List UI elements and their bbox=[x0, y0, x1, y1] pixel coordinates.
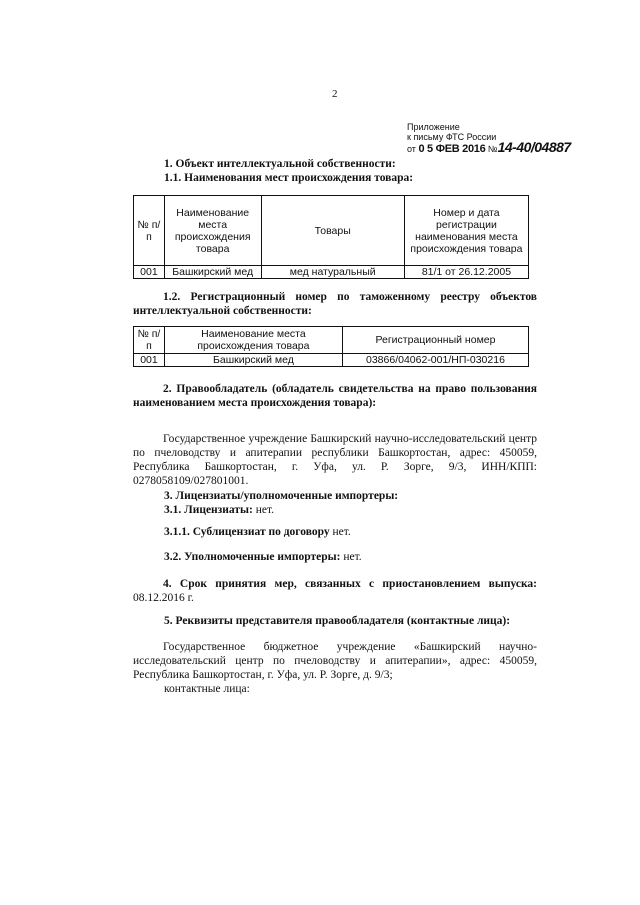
table-places-of-origin bbox=[133, 195, 529, 279]
section3-2 bbox=[164, 550, 362, 564]
col-header-number: № п/п bbox=[134, 196, 165, 266]
section4-label: 4. Срок принятия мер, связанных с приостановлением выпуска: bbox=[163, 578, 537, 590]
page-number: 2 bbox=[332, 88, 338, 100]
cell-number: 001 bbox=[134, 354, 165, 367]
section2-heading: 2. Правообладатель (обладатель свидетельства на право пользования наименованием места происхождения товара): bbox=[133, 383, 537, 409]
table-row bbox=[134, 354, 529, 367]
cell-place-name: Башкирский мед bbox=[164, 266, 261, 279]
col-header-place-name: Наименование места происхождения товара bbox=[164, 327, 342, 354]
section5-contacts: контактные лица: bbox=[164, 683, 250, 695]
section5-text: Государственное бюджетное учреждение «Башкирский научно-исследовательский центр по пчеловодству и апитерапии», адрес: 450059, Республика Башкортостан, г. Уфа, ул. Р. Зорге, д. 9/3; bbox=[133, 641, 537, 681]
section3-1 bbox=[164, 503, 274, 517]
col-header-place-name: Наименование места происхождения товара bbox=[164, 196, 261, 266]
cell-registration: 81/1 от 26.12.2005 bbox=[404, 266, 528, 279]
section1-2-heading bbox=[133, 290, 537, 318]
col-header-goods: Товары bbox=[261, 196, 404, 266]
table-customs-register bbox=[133, 326, 529, 367]
table-header-row bbox=[134, 327, 529, 354]
section3-2-value: нет. bbox=[340, 551, 362, 563]
appendix-line2: к письму ФТС России bbox=[407, 132, 497, 142]
section3-1-label: 3.1. Лицензиаты: bbox=[164, 504, 253, 516]
section1-heading: 1. Объект интеллектуальной собственности: bbox=[164, 158, 396, 170]
section3-1-1 bbox=[164, 525, 351, 539]
number-prefix: № bbox=[487, 144, 498, 154]
section4-value: 08.12.2016 г. bbox=[133, 592, 194, 604]
section3-1-1-label: 3.1.1. Сублицензиат по договору bbox=[164, 526, 330, 538]
section5-heading: 5. Реквизиты представителя правообладателя (контактные лица): bbox=[164, 615, 511, 627]
section1-1-heading: 1.1. Наименования мест происхождения товара: bbox=[164, 172, 414, 184]
section1-2-heading-text: 1.2. Регистрационный номер по таможенному реестру объектов интеллектуальной собственности: bbox=[133, 291, 537, 317]
section3-heading: 3. Лицензиаты/уполномоченные импортеры: bbox=[164, 490, 399, 502]
handwritten-number: 14-40/04887 bbox=[497, 139, 571, 155]
col-header-registration: Номер и дата регистрации наименования места происхождения товара bbox=[404, 196, 528, 266]
date-stamp: 0 5 ФЕВ 2016 bbox=[418, 143, 486, 155]
col-header-number: № п/п bbox=[134, 327, 165, 354]
col-header-reg-number: Регистрационный номер bbox=[342, 327, 528, 354]
date-prefix: от bbox=[407, 144, 416, 154]
table-row bbox=[134, 266, 529, 279]
cell-goods: мед натуральный bbox=[261, 266, 404, 279]
section4 bbox=[133, 577, 537, 605]
section2-text: Государственное учреждение Башкирский научно-исследовательский центр по пчеловодству и апитерапии республики Башкортостан, адрес: 450059, Республика Башкортостан, г. Уфа, ул. Р. Зорге, 9/3, ИНН/КПП: 0278058109/027801001. bbox=[133, 433, 537, 487]
cell-reg-number: 03866/04062-001/НП-030216 bbox=[342, 354, 528, 367]
cell-number: 001 bbox=[134, 266, 165, 279]
appendix-note bbox=[407, 122, 571, 154]
cell-place-name: Башкирский мед bbox=[164, 354, 342, 367]
table-header-row bbox=[134, 196, 529, 266]
appendix-date-line bbox=[407, 139, 571, 155]
appendix-line1: Приложение bbox=[407, 122, 460, 132]
section3-1-1-value: нет. bbox=[329, 526, 351, 538]
section3-1-value: нет. bbox=[252, 504, 275, 516]
section3-2-label: 3.2. Уполномоченные импортеры: bbox=[164, 551, 341, 563]
